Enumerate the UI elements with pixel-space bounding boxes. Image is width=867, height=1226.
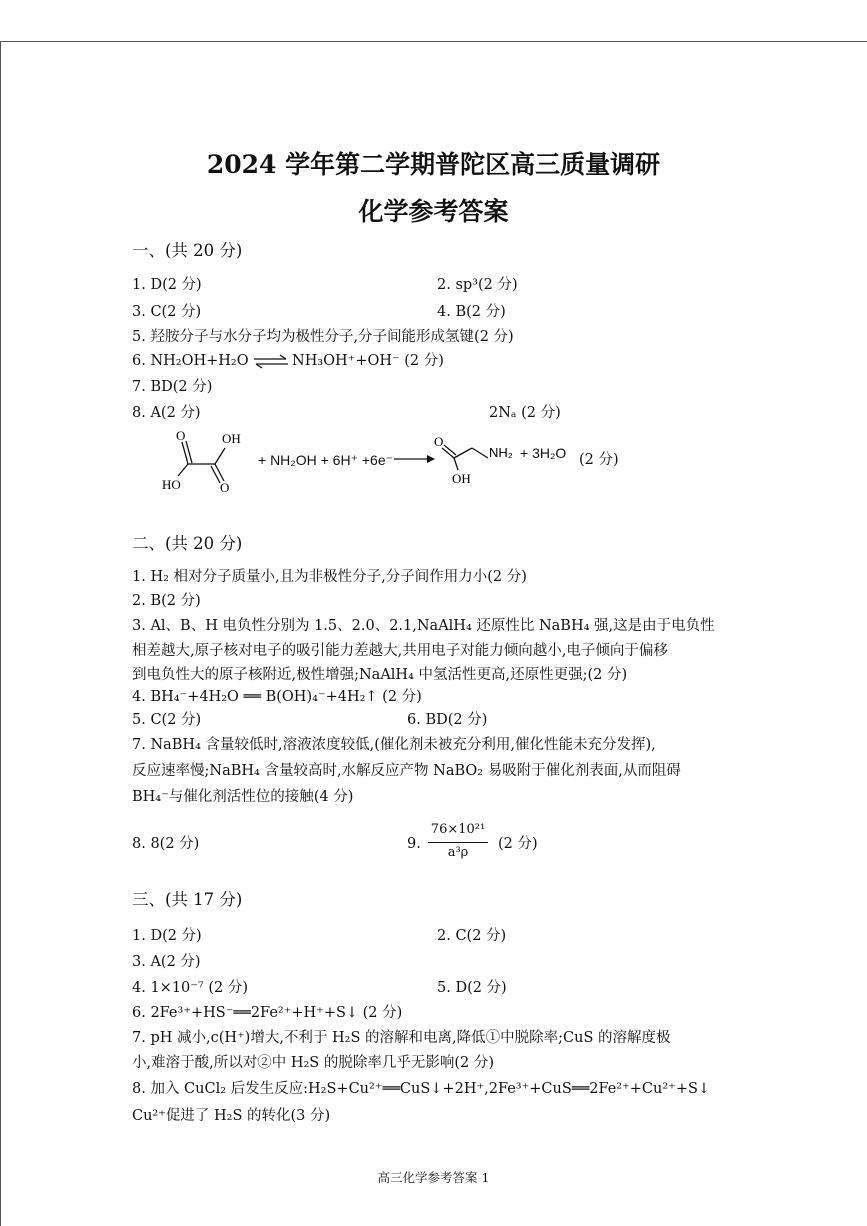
s1-answer-6-left: 6. NH₂OH+H₂O: [132, 353, 249, 369]
s2-answer-2: 2. B(2 分): [132, 593, 201, 609]
s2-answer-3-line1: 3. Al、B、H 电负性分别为 1.5、2.0、2.1,NaAlH₄ 还原性比 NaBH₄ 强,这是由于电负性: [132, 618, 715, 634]
s1-answer-4: 4. B(2 分): [437, 304, 506, 320]
oxygen-label: O: [434, 434, 444, 449]
glycine-structure: [432, 426, 532, 488]
s2-answer-7-line1: 7. NaBH₄ 含量较低时,溶液浓度较低,(催化剂未被充分利用,催化性能未充分发挥),: [132, 737, 656, 753]
s3-answer-6: 6. 2Fe³⁺+HS⁻══2Fe²⁺+H⁺+S↓ (2 分): [132, 1005, 403, 1021]
s1-answer-6-right: NH₃OH⁺+OH⁻ (2 分): [292, 353, 444, 369]
s3-answer-2: 2. C(2 分): [437, 928, 507, 944]
s2-answer-9-label: 9.: [407, 836, 421, 852]
amino-label: NH₂: [489, 445, 513, 460]
section-3-heading: 三、(共 17 分): [132, 890, 243, 909]
s1-answer-5: 5. 羟胺分子与水分子均为极性分子,分子间能形成氢键(2 分): [132, 329, 514, 345]
equilibrium-arrow-icon: [252, 352, 290, 370]
s2-answer-1: 1. H₂ 相对分子质量小,且为非极性分子,分子间作用力小(2 分): [132, 569, 527, 585]
s3-answer-4: 4. 1×10⁻⁷ (2 分): [132, 980, 248, 996]
s1-answer-3: 3. C(2 分): [132, 304, 202, 320]
s2-answer-8: 8. 8(2 分): [132, 836, 200, 852]
s2-answer-3-line3: 到电负性大的原子核附近,极性增强;NaAlH₄ 中氢活性更高,还原性更强;(2 分): [132, 667, 628, 683]
s1-answer-1: 1. D(2 分): [132, 277, 202, 293]
s2-answer-9-score: (2 分): [498, 836, 538, 852]
hydroxyl-label: OH: [222, 431, 241, 446]
reaction-reagents: + NH₂OH + 6H⁺ +6e⁻: [258, 452, 393, 468]
s3-answer-7-line1: 7. pH 减小,c(H⁺)增大,不利于 H₂S 的溶解和电离,降低①中脱除率;CuS 的溶解度极: [132, 1030, 671, 1046]
s1-answer-8a: 8. A(2 分): [132, 405, 201, 421]
s2-answer-7-line3: BH₄⁻与催化剂活性位的接触(4 分): [132, 789, 354, 805]
oxalic-acid-structure: [160, 426, 260, 496]
hydroxyl-label: HO: [162, 477, 181, 492]
s3-answer-1: 1. D(2 分): [132, 928, 202, 944]
fraction-numerator: 76×10²¹: [430, 822, 486, 837]
s2-answer-4: 4. BH₄⁻+4H₂O ══ B(OH)₄⁻+4H₂↑ (2 分): [132, 689, 422, 705]
oxygen-label: O: [176, 428, 186, 443]
s1-answer-7: 7. BD(2 分): [132, 379, 213, 395]
s2-answer-6: 6. BD(2 分): [407, 712, 488, 728]
section-2-heading: 二、(共 20 分): [132, 534, 243, 553]
reaction-water: + 3H₂O: [520, 445, 567, 461]
hydroxyl-label: OH: [452, 471, 471, 486]
fraction-denominator: a³ρ: [447, 845, 469, 860]
reaction-arrow-icon: [393, 452, 437, 466]
s3-answer-3: 3. A(2 分): [132, 954, 201, 970]
section-1-heading: 一、(共 20 分): [132, 241, 243, 260]
s1-answer-2: 2. sp³(2 分): [437, 277, 518, 293]
oxygen-label: O: [220, 480, 230, 495]
s2-answer-5: 5. C(2 分): [132, 712, 202, 728]
reaction-score: (2 分): [579, 452, 619, 468]
s2-answer-7-line2: 反应速率慢;NaBH₄ 含量较高时,水解反应产物 NaBO₂ 易吸附于催化剂表面,从而阻碍: [132, 763, 681, 779]
s2-answer-3-line2: 相差越大,原子核对电子的吸引能力差越大,共用电子对能力倾向越小,电子倾向于偏移: [132, 643, 668, 659]
page-footer: 高三化学参考答案 1: [377, 1170, 490, 1185]
s1-answer-8b: 2Nₐ (2 分): [489, 405, 561, 421]
s3-answer-8-line2: Cu²⁺促进了 H₂S 的转化(3 分): [132, 1108, 331, 1124]
s3-answer-8-line1: 8. 加入 CuCl₂ 后发生反应:H₂S+Cu²⁺══CuS↓+2H⁺,2Fe³⁺+CuS══2Fe²⁺+Cu²⁺+S↓: [132, 1081, 711, 1097]
page-border-top: [0, 41, 867, 42]
page-subtitle: 化学参考答案: [358, 197, 509, 226]
s3-answer-5: 5. D(2 分): [437, 980, 507, 996]
fraction-bar: [428, 842, 488, 843]
page-title: 2024 学年第二学期普陀区高三质量调研: [206, 150, 661, 179]
s3-answer-7-line2: 小,难溶于酸,所以对②中 H₂S 的脱除率几乎无影响(2 分): [132, 1055, 494, 1071]
